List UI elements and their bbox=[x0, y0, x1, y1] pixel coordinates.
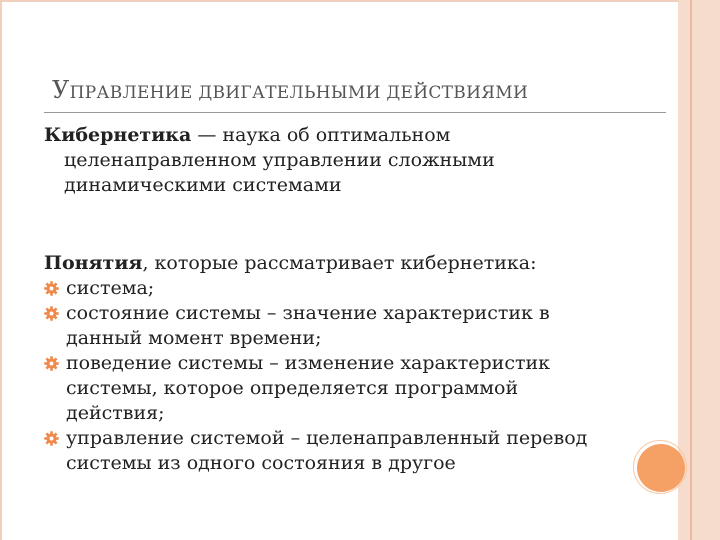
concepts-term: Понятия bbox=[44, 252, 143, 274]
list-item-line: данный момент времени; bbox=[66, 327, 322, 349]
concepts-list bbox=[44, 276, 669, 476]
list-item bbox=[44, 276, 669, 301]
list-item-line: действия; bbox=[66, 402, 165, 424]
definition-line-2: целенаправленном управлении сложными bbox=[64, 149, 495, 171]
slide-content bbox=[44, 123, 669, 476]
frame-left bbox=[0, 0, 2, 540]
list-item-line: системы из одного состояния в другое bbox=[66, 452, 456, 474]
definition-line-3: динамическими системами bbox=[64, 174, 342, 196]
definition-paragraph bbox=[44, 123, 669, 198]
gear-icon bbox=[44, 281, 59, 296]
list-item-line: состояние системы – значение характеристик в bbox=[66, 302, 550, 324]
frame-top bbox=[0, 0, 720, 2]
list-item bbox=[44, 351, 669, 426]
definition-line-1: — наука об оптимальном bbox=[191, 124, 451, 146]
frame-right-line bbox=[690, 0, 692, 540]
list-item bbox=[44, 301, 669, 351]
list-item-line: поведение системы – изменение характеристик bbox=[66, 352, 551, 374]
concepts-intro-text: , которые рассматривает кибернетика: bbox=[142, 252, 537, 274]
title-underline bbox=[44, 112, 666, 113]
gear-icon bbox=[44, 431, 59, 446]
gear-icon bbox=[44, 306, 59, 321]
title-first-letter: У bbox=[52, 76, 70, 104]
title-rest: ПРАВЛЕНИЕ ДВИГАТЕЛЬНЫМИ ДЕЙСТВИЯМИ bbox=[69, 83, 529, 103]
list-item bbox=[44, 426, 669, 476]
list-item-line: система; bbox=[66, 277, 155, 299]
paragraph-spacer bbox=[44, 198, 669, 251]
concepts-intro bbox=[44, 251, 669, 276]
slide-title bbox=[52, 76, 652, 104]
accent-circle bbox=[637, 444, 685, 492]
gear-icon bbox=[44, 356, 59, 371]
definition-term: Кибернетика bbox=[44, 124, 192, 146]
list-item-line: управление системой – целенаправленный перевод bbox=[66, 427, 588, 449]
list-item-line: системы, которое определяется программой bbox=[66, 377, 519, 399]
